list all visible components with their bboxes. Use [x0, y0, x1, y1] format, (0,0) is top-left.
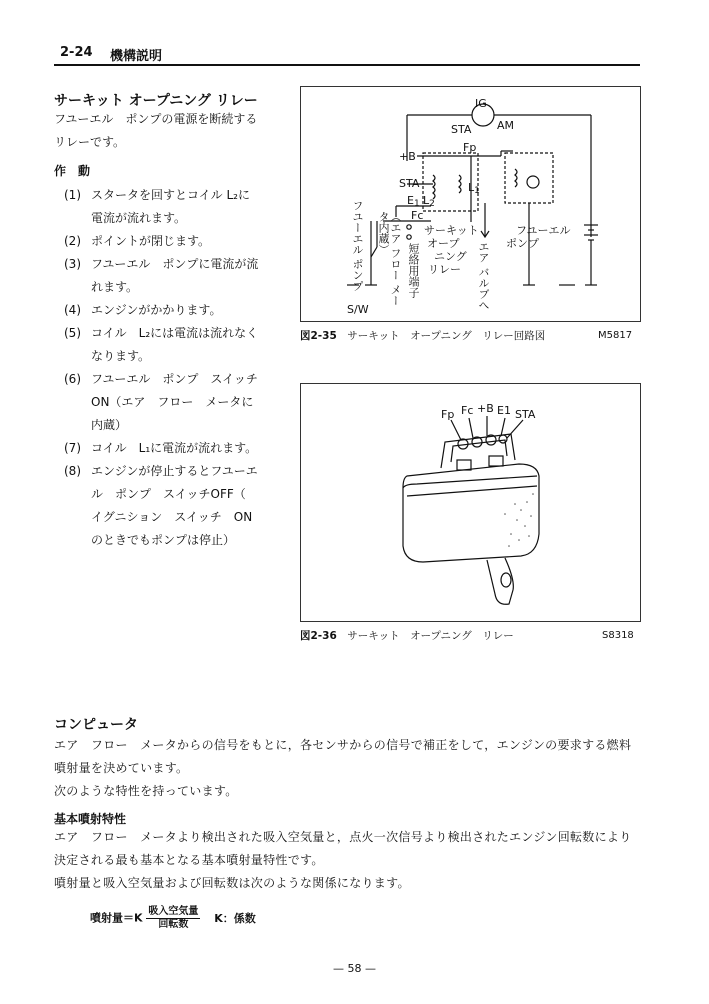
page-number: — 58 — — [333, 962, 376, 975]
label-fc: Fc — [411, 209, 424, 222]
step-line: イグニション スイッチ ON — [91, 510, 253, 524]
relay-label-fp: Fp — [441, 408, 455, 421]
formula-numerator: 吸入空気量 — [148, 906, 199, 917]
step-item — [54, 299, 284, 322]
formula-denominator: 回転数 — [158, 919, 189, 930]
basic-injection-description — [54, 826, 654, 895]
label-pump-switch: フユーエル ポンプ — [351, 200, 364, 292]
relay-drawing — [301, 384, 640, 621]
paragraph-line: 噴射量と吸入空気量および回転数は次のような関係になります。 — [54, 876, 410, 890]
operation-heading: 作 動 — [54, 164, 91, 178]
label-am: AM — [497, 119, 515, 132]
paragraph-line: 噴射量を決めています。 — [54, 761, 189, 775]
step-item — [54, 460, 284, 552]
figure1-caption — [300, 328, 545, 343]
label-relay-1: サーキット — [424, 224, 479, 237]
circuit-diagram-figure — [300, 86, 641, 322]
label-e1 — [407, 194, 420, 209]
paragraph-line: 決定される最も基本となる基本噴射量特性です。 — [54, 853, 324, 867]
step-line: のときでもポンプは停止） — [91, 533, 236, 547]
step-item — [54, 253, 284, 299]
label-fuel-pump-1: フユーエル — [516, 224, 571, 237]
figure1-code: M5817 — [598, 330, 633, 341]
step-line: なります。 — [91, 349, 151, 363]
step-item — [54, 437, 284, 460]
step-line: 内蔵） — [91, 418, 128, 432]
figure1-number: 図2-35 — [300, 330, 337, 342]
step-line: フユーエル ポンプに電流が流 — [91, 257, 259, 271]
formula-lhs: 噴射量＝K — [90, 911, 143, 925]
label-fuel-pump-2: ポンプ — [506, 237, 539, 250]
step-line: ON（エア フロー メータに — [91, 395, 254, 409]
step-item — [54, 184, 284, 230]
relay-description-line: フユーエル ポンプの電源を断続する — [54, 112, 258, 126]
step-number: (4) — [64, 303, 81, 317]
label-e1-sub: 1 — [413, 199, 420, 209]
step-number: (7) — [64, 441, 81, 455]
step-line: エンジンがかかります。 — [91, 303, 222, 317]
step-number: (5) — [64, 326, 81, 340]
label-ig: IG — [475, 97, 487, 110]
figure2-number: 図2-36 — [300, 630, 337, 642]
label-plus-b: +B — [399, 150, 416, 163]
label-short-terminal: 短絡用端子 — [407, 243, 420, 298]
step-line: ル ポンプ スイッチOFF（ — [91, 487, 246, 501]
injection-formula — [90, 906, 256, 931]
figure2-caption — [300, 628, 514, 643]
step-line: れます。 — [91, 280, 139, 294]
relay-description-line: リレーです。 — [54, 135, 126, 149]
step-number: (3) — [64, 257, 81, 271]
step-line: ポイントが閉じます。 — [91, 234, 211, 248]
figure2-title: サーキット オープニング リレー — [347, 630, 514, 642]
relay-label-sta: STA — [515, 408, 536, 421]
formula-note: K：係数 — [214, 911, 256, 925]
relay-label-fc: Fc — [461, 404, 474, 417]
step-line: フユーエル ポンプ スイッチ — [91, 372, 258, 386]
paragraph-line: 次のような特性を持っています。 — [54, 784, 238, 798]
label-relay-4: リレー — [428, 263, 461, 276]
figure1-title: サーキット オープニング リレー回路図 — [347, 330, 546, 342]
step-number: (1) — [64, 188, 81, 202]
label-e1-main: E — [407, 194, 414, 207]
relay-label-plus-b: +B — [477, 402, 494, 415]
label-l2 — [423, 194, 435, 209]
basic-injection-heading: 基本噴射特性 — [54, 812, 127, 826]
relay-label-e1: E1 — [497, 404, 511, 417]
paragraph-line: エア フロー メータより検出された吸入空気量と，点火一次信号より検出されたエンジン回転数により — [54, 830, 632, 844]
label-l1-sub: 1 — [474, 186, 480, 196]
paragraph-line: エア フロー メータからの信号をもとに，各センサからの信号で補正をして，エンジンの要求する燃料 — [54, 738, 632, 752]
relay-section-title: サーキット オープニング リレー — [54, 93, 258, 109]
label-af-meter: （エア フロー メータ内蔵） — [377, 211, 402, 306]
step-line: コイル L₁に電流が流れます。 — [91, 441, 258, 455]
operation-steps — [54, 184, 284, 552]
relay-description — [54, 108, 284, 154]
step-number: (6) — [64, 372, 81, 386]
label-l2-sub: 2 — [429, 199, 435, 209]
formula-fraction — [146, 906, 200, 931]
label-sta-relay: STA — [399, 177, 420, 190]
label-sw: S/W — [347, 303, 369, 316]
step-item — [54, 322, 284, 368]
step-line: 電流が流れます。 — [91, 211, 187, 225]
label-l1-main: L — [468, 181, 475, 194]
relay-drawing-figure — [300, 383, 641, 622]
step-item — [54, 368, 284, 437]
label-fp: Fp — [463, 141, 477, 154]
step-line: スタータを回すとコイル L₂に — [91, 188, 250, 202]
computer-section-title: コンピュータ — [54, 717, 138, 733]
label-air-valve: エア バルブへ — [477, 241, 490, 311]
step-line: コイル L₂には電流は流れなく — [91, 326, 259, 340]
label-sta-top: STA — [451, 123, 472, 136]
label-relay-2: オープ — [427, 237, 460, 250]
computer-description — [54, 734, 654, 803]
step-number: (8) — [64, 464, 81, 478]
step-line: エンジンが停止するとフユーエ — [91, 464, 258, 478]
section-number: 2-24 — [60, 45, 93, 60]
label-relay-3: ニング — [434, 250, 467, 263]
step-item — [54, 230, 284, 253]
figure2-code: S8318 — [602, 630, 634, 641]
label-l2-main: L — [423, 194, 430, 207]
step-number: (2) — [64, 234, 81, 248]
page-header — [54, 44, 640, 66]
section-title: 機構説明 — [110, 49, 163, 64]
